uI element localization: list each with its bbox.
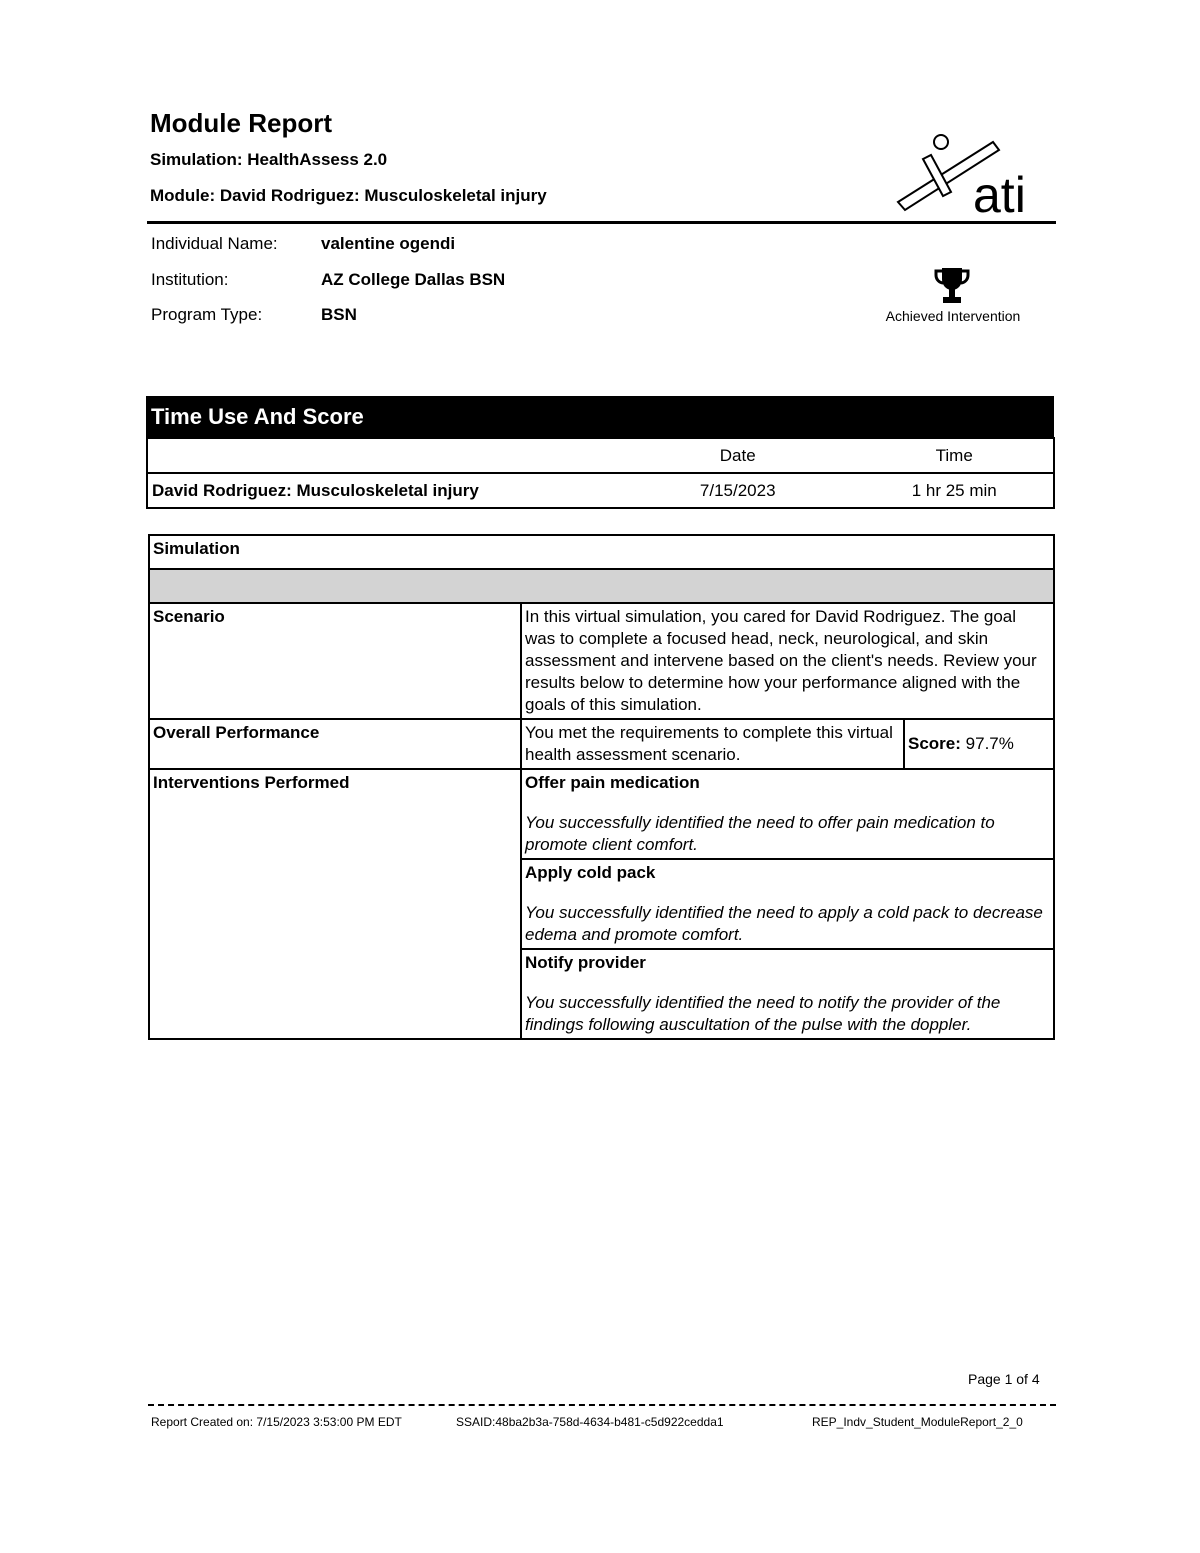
- date-column-header: Date: [620, 438, 856, 473]
- module-name: Module: David Rodriguez: Musculoskeletal injury: [150, 186, 547, 205]
- intervention-item: [521, 859, 1054, 949]
- time-use-module: David Rodriguez: Musculoskeletal injury: [147, 473, 620, 508]
- overall-performance-text: You met the requirements to complete this virtual health assessment scenario.: [522, 720, 904, 768]
- program-label: Program Type:: [151, 305, 263, 324]
- score-value: 97.7%: [965, 734, 1014, 753]
- report-created: Report Created on: 7/15/2023 3:53:00 PM EDT: [151, 1415, 402, 1429]
- overall-performance-row: [149, 719, 1054, 769]
- program-value: BSN: [321, 305, 357, 324]
- report-id: REP_Indv_Student_ModuleReport_2_0: [812, 1415, 1023, 1429]
- ssaid: SSAID:48ba2b3a-758d-4634-b481-c5d922cedda1: [456, 1415, 724, 1429]
- institution-label: Institution:: [151, 270, 229, 289]
- intervention-title: Offer pain medication: [525, 773, 700, 792]
- name-label: Individual Name:: [151, 234, 278, 253]
- score-label: Score:: [908, 734, 961, 753]
- intervention-description: You successfully identified the need to apply a cold pack to decrease edema and promote comfort.: [525, 903, 1043, 944]
- logo-text: ati: [973, 167, 1026, 220]
- scenario-row: [149, 603, 1054, 719]
- intervention-item: [521, 769, 1054, 859]
- score-cell: [904, 720, 1053, 768]
- trophy-icon: [933, 265, 971, 305]
- intervention-description: You successfully identified the need to offer pain medication to promote client comfort.: [525, 813, 995, 854]
- institution-value: AZ College Dallas BSN: [321, 270, 506, 289]
- simulation-name: Simulation: HealthAssess 2.0: [150, 150, 388, 169]
- achievement-label: Achieved Intervention: [885, 308, 1021, 324]
- time-use-row: [147, 473, 1054, 508]
- time-column-header: Time: [855, 438, 1054, 473]
- simulation-heading: Simulation: [149, 535, 1054, 569]
- page-title: Module Report: [150, 108, 332, 138]
- footer-divider: [148, 1404, 1056, 1406]
- scenario-label: Scenario: [149, 603, 521, 719]
- page-number: Page 1 of 4: [968, 1371, 1040, 1387]
- intervention-title: Notify provider: [525, 953, 646, 972]
- simulation-table: [148, 534, 1055, 1040]
- time-use-date: 7/15/2023: [620, 473, 856, 508]
- ati-logo: [893, 130, 1043, 220]
- header-divider: [147, 221, 1056, 224]
- intervention-row: [149, 769, 1054, 859]
- time-use-table: [146, 437, 1055, 509]
- interventions-label: Interventions Performed: [149, 769, 521, 1039]
- scenario-text: In this virtual simulation, you cared for David Rodriguez. The goal was to complete a focused head, neck, neurological, and skin assessment and intervene based on the client's needs. Review your results below to determine how your performance aligned with the goals of this simulation.: [521, 603, 1054, 719]
- name-value: valentine ogendi: [321, 234, 456, 253]
- intervention-item: [521, 949, 1054, 1039]
- time-use-heading: Time Use And Score: [146, 396, 1054, 437]
- overall-performance-label: Overall Performance: [149, 719, 521, 769]
- time-use-header-row: [147, 438, 1054, 473]
- intervention-title: Apply cold pack: [525, 863, 656, 882]
- intervention-description: You successfully identified the need to notify the provider of the findings following auscultation of the pulse with the doppler.: [525, 993, 1001, 1034]
- time-use-time: 1 hr 25 min: [855, 473, 1054, 508]
- simulation-spacer: [149, 569, 1054, 603]
